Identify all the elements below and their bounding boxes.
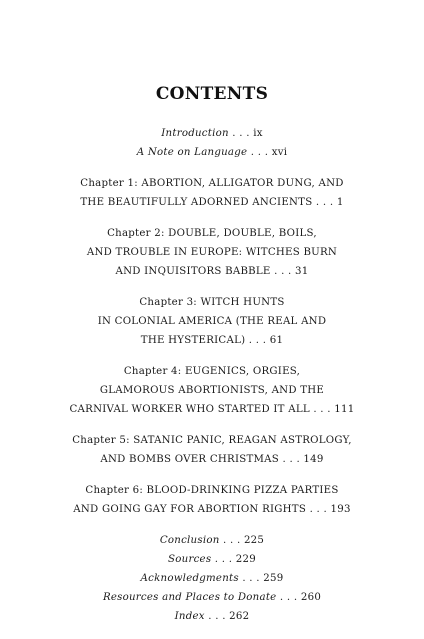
entry-line: Chapter 4: EUGENICS, ORGIES,	[123, 366, 301, 377]
entry-line: AND GOING GAY FOR ABORTION RIGHTS . . . 193	[73, 504, 351, 515]
entry-label: A Note on Language	[136, 147, 248, 158]
entry-label: Index	[174, 611, 205, 622]
entry-line: Chapter 6: BLOOD-DRINKING PIZZA PARTIES	[85, 485, 339, 496]
entry-line: AND BOMBS OVER CHRISTMAS . . . 149	[100, 454, 324, 465]
entry-leader: . . .	[219, 535, 244, 546]
entry-label: Introduction	[161, 128, 229, 139]
front-matter-list	[0, 124, 424, 162]
entry-leader: . . .	[211, 554, 236, 565]
entry-line: Chapter 2: DOUBLE, DOUBLE, BOILS,	[107, 228, 317, 239]
entry-leader: . . .	[228, 128, 254, 139]
entry-line: Chapter 3: WITCH HUNTS	[139, 297, 285, 308]
entry-line: Chapter 1: ABORTION, ALLIGATOR DUNG, AND	[80, 178, 344, 189]
toc-entry-note-on-language[interactable]	[0, 143, 424, 162]
page-title: CONTENTS	[155, 84, 269, 104]
toc-entry-chapter-6[interactable]	[0, 481, 424, 519]
toc-entry-chapter-2[interactable]	[0, 224, 424, 281]
entry-line: GLAMOROUS ABORTIONISTS, AND THE	[99, 385, 325, 396]
toc-entry-resources[interactable]	[0, 588, 424, 607]
entry-label: Conclusion	[159, 535, 220, 546]
entry-label: Sources	[168, 554, 212, 565]
table-of-contents	[0, 124, 424, 626]
entry-leader: . . .	[247, 147, 272, 158]
toc-entry-chapter-4[interactable]	[0, 362, 424, 419]
entry-line: AND TROUBLE IN EUROPE: WITCHES BURN	[86, 247, 338, 258]
entry-page: ix	[253, 128, 263, 139]
entry-leader: . . .	[204, 611, 230, 622]
entry-line: AND INQUISITORS BABBLE . . . 31	[115, 266, 309, 277]
entry-line: THE HYSTERICAL) . . . 61	[140, 335, 284, 346]
toc-entry-chapter-1[interactable]	[0, 174, 424, 212]
toc-entry-acknowledgments[interactable]	[0, 569, 424, 588]
entry-page: 229	[235, 554, 256, 565]
toc-entry-sources[interactable]	[0, 550, 424, 569]
entry-page: xvi	[271, 147, 288, 158]
toc-entry-index[interactable]	[0, 607, 424, 626]
entry-line: THE BEAUTIFULLY ADORNED ANCIENTS . . . 1	[80, 197, 344, 208]
toc-entry-chapter-3[interactable]	[0, 293, 424, 350]
entry-line: IN COLONIAL AMERICA (THE REAL AND	[97, 316, 327, 327]
toc-entry-chapter-5[interactable]	[0, 431, 424, 469]
entry-page: 259	[263, 573, 284, 584]
entry-line: Chapter 5: SATANIC PANIC, REAGAN ASTROLOGY,	[72, 435, 352, 446]
entry-label: Acknowledgments	[140, 573, 239, 584]
toc-entry-introduction[interactable]	[0, 124, 424, 143]
entry-line: CARNIVAL WORKER WHO STARTED IT ALL . . . 111	[69, 404, 355, 415]
toc-entry-conclusion[interactable]	[0, 531, 424, 550]
entry-page: 260	[300, 592, 322, 603]
entry-page: 262	[229, 611, 250, 622]
entry-leader: . . .	[238, 573, 264, 584]
entry-page: 225	[243, 535, 265, 546]
back-matter-list	[0, 531, 424, 626]
entry-label: Resources and Places to Donate	[102, 592, 277, 603]
entry-leader: . . .	[276, 592, 301, 603]
